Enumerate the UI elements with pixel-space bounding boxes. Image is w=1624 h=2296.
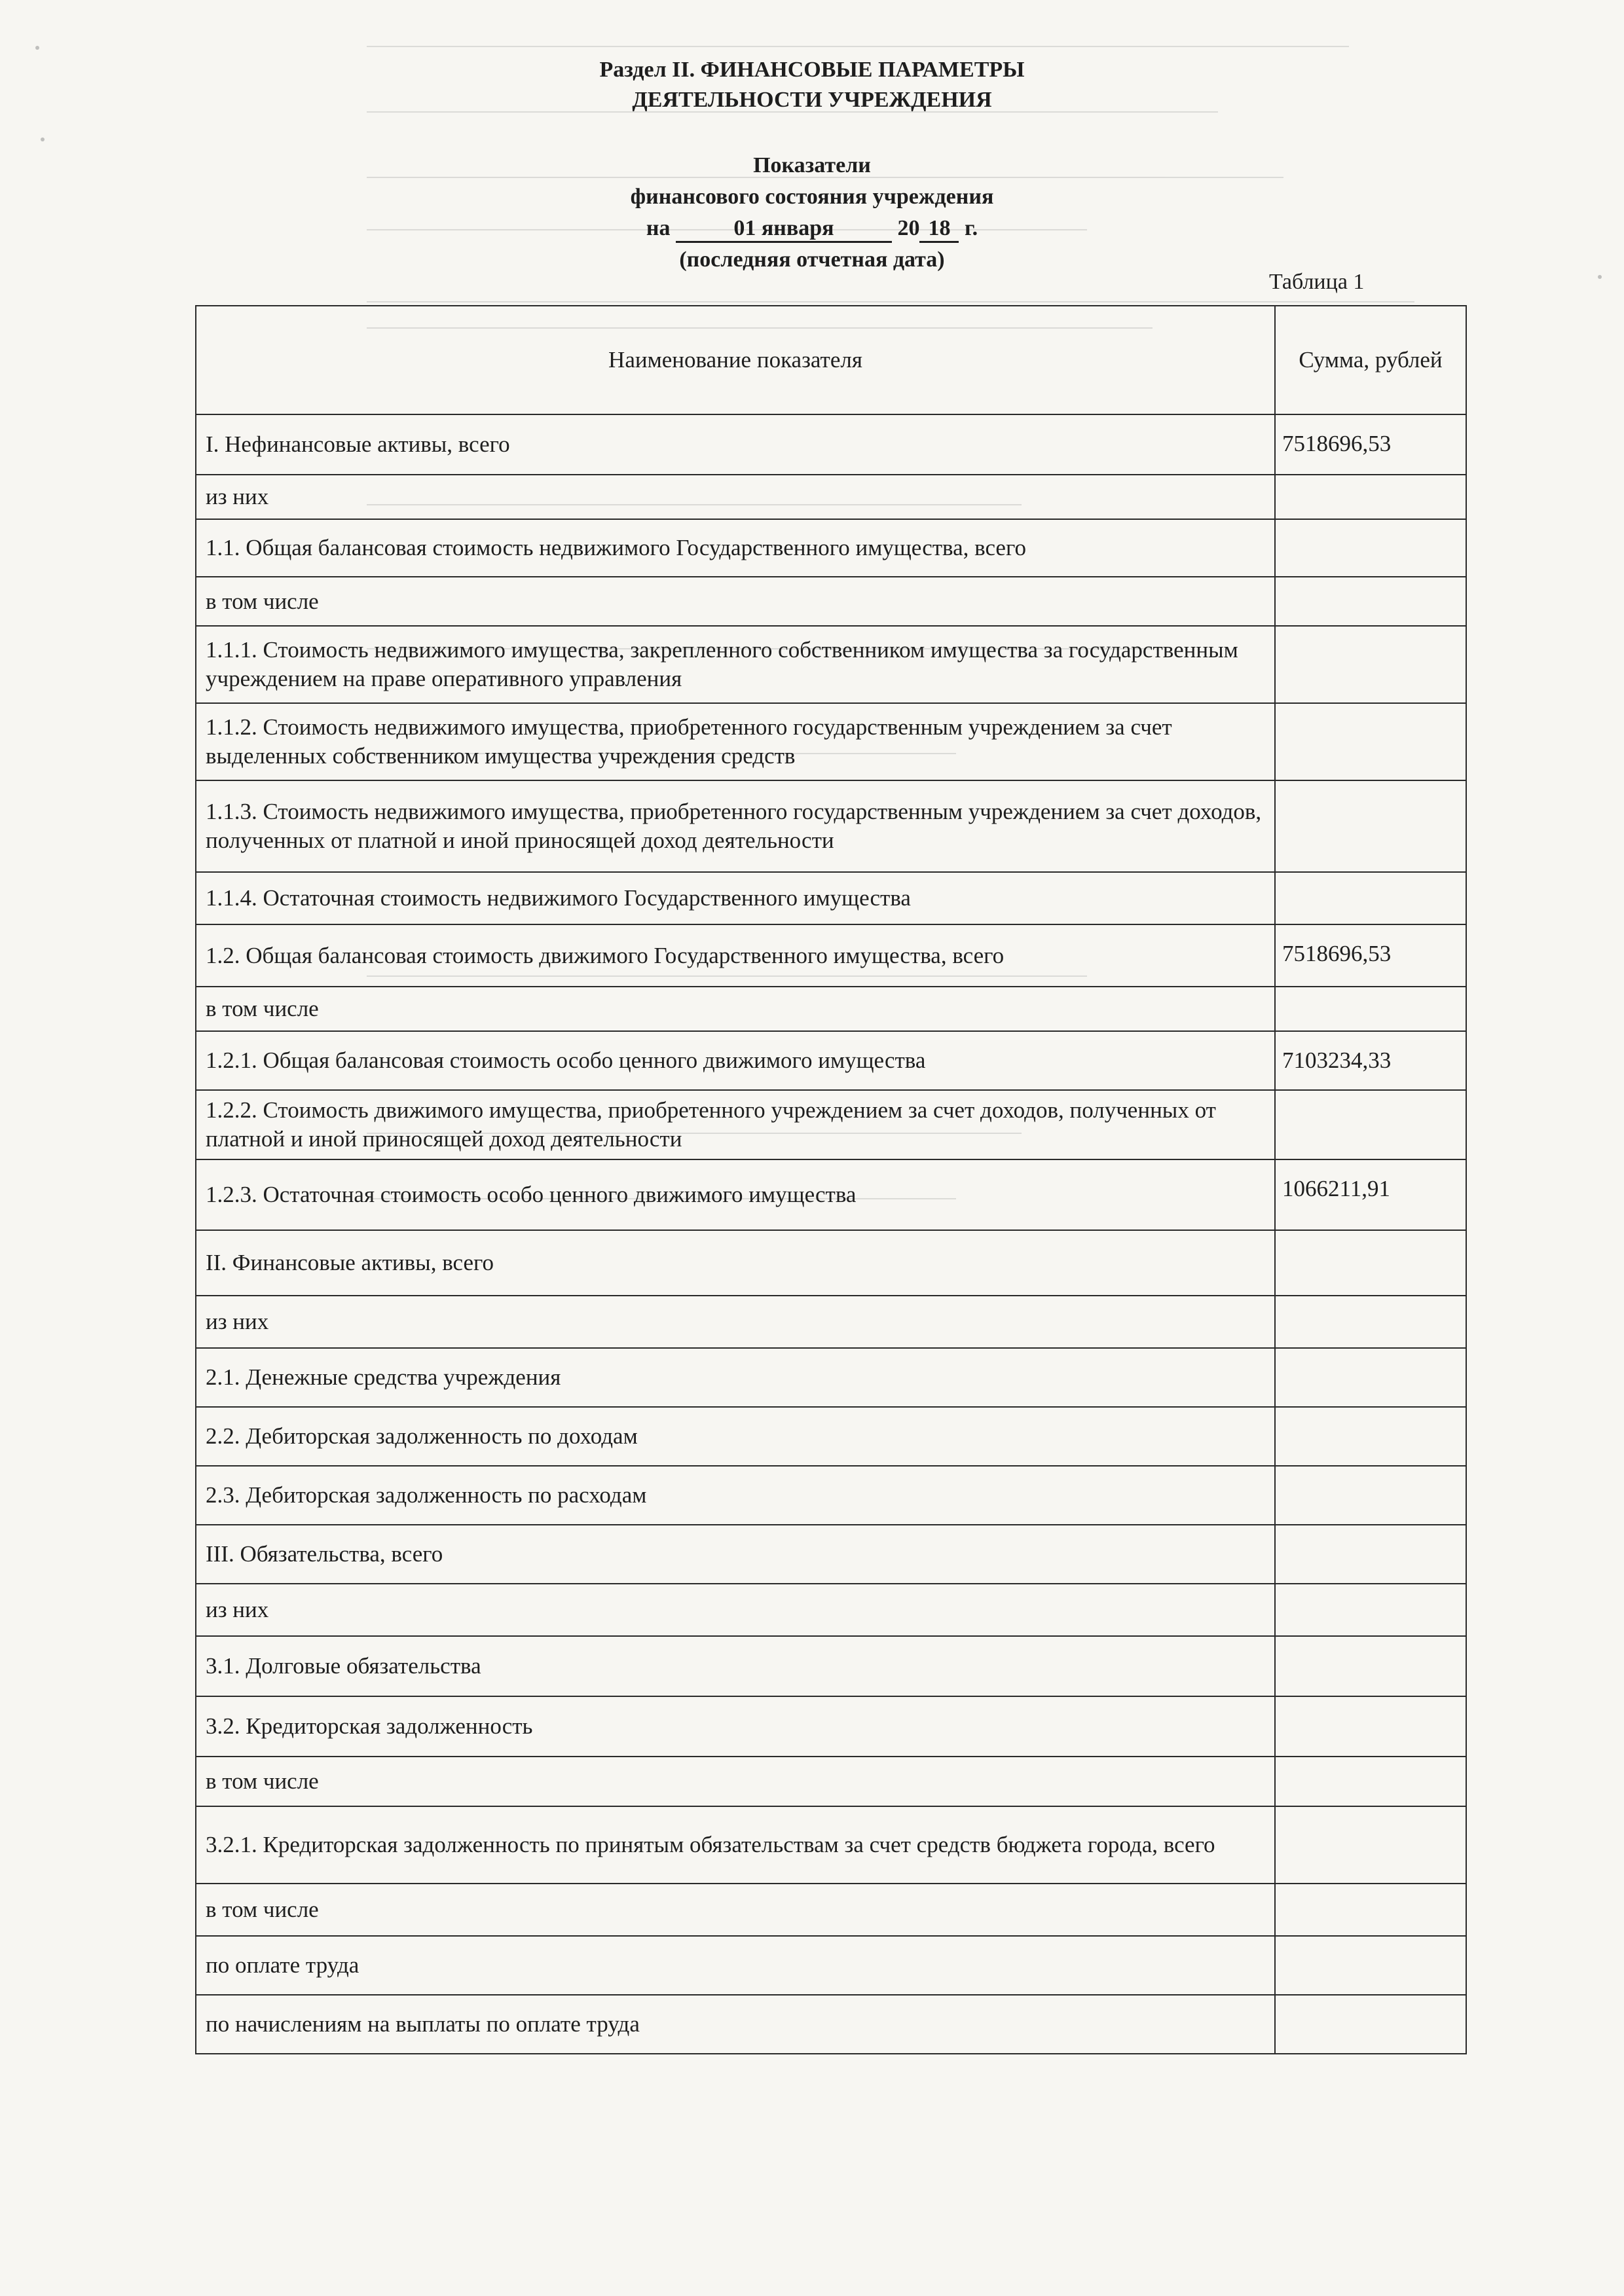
indicator-name-cell: в том числе [196, 1757, 1275, 1806]
indicator-sum-cell [1275, 1995, 1466, 2054]
table-row [196, 1230, 1466, 1296]
indicator-sum-cell [1275, 1296, 1466, 1348]
table-row [196, 1296, 1466, 1348]
section-title-line-2: ДЕЯТЕЛЬНОСТИ УЧРЕЖДЕНИЯ [632, 88, 992, 112]
indicator-sum-cell [1275, 577, 1466, 626]
indicator-name-cell: 1.1.3. Стоимость недвижимого имущества, приобретенного государственным учреждением за счет доходов, полученных от платной и иной приносящей доход деятельности [196, 780, 1275, 872]
indicator-sum-cell [1275, 1636, 1466, 1696]
indicator-name-cell: 1.2.2. Стоимость движимого имущества, приобретенного учреждением за счет доходов, полученных от платной и иной приносящей доход деятельности [196, 1090, 1275, 1159]
indicator-name-cell: 1.2.1. Общая балансовая стоимость особо ценного движимого имущества [196, 1031, 1275, 1090]
indicator-sum-cell [1275, 780, 1466, 872]
indicator-sum-cell [1275, 1090, 1466, 1159]
indicator-name-cell: 3.2. Кредиторская задолженность [196, 1696, 1275, 1757]
date-field: 01 января [676, 216, 892, 243]
indicator-sum-cell [1275, 1806, 1466, 1884]
indicator-name-cell: 1.1. Общая балансовая стоимость недвижимого Государственного имущества, всего [196, 519, 1275, 577]
table-row [196, 987, 1466, 1031]
table-row [196, 780, 1466, 872]
indicator-sum-cell [1275, 872, 1466, 924]
table-row [196, 414, 1466, 475]
indicator-name-cell: по оплате труда [196, 1936, 1275, 1995]
subtitle-line-1: Показатели [753, 153, 871, 177]
scan-speck [41, 137, 45, 141]
indicator-name-cell: из них [196, 475, 1275, 519]
indicator-name-cell: 2.3. Дебиторская задолженность по расходам [196, 1466, 1275, 1525]
indicator-name-cell: в том числе [196, 1884, 1275, 1936]
table-body [196, 414, 1466, 2054]
indicator-sum-cell [1275, 1348, 1466, 1407]
indicator-name-cell: 1.1.2. Стоимость недвижимого имущества, приобретенного государственным учреждением за счет выделенных собственником имущества учреждения средств [196, 703, 1275, 780]
year-field: 18 [919, 216, 959, 243]
scan-speck [1598, 275, 1602, 279]
year-prefix: 20 [897, 216, 920, 240]
indicator-name-cell: 2.1. Денежные средства учреждения [196, 1348, 1275, 1407]
indicator-sum-cell [1275, 987, 1466, 1031]
indicator-sum-cell: 7103234,33 [1275, 1031, 1466, 1090]
indicator-name-cell: 1.2. Общая балансовая стоимость движимого Государственного имущества, всего [196, 924, 1275, 987]
indicator-sum-cell [1275, 519, 1466, 577]
indicator-name-cell: 2.2. Дебиторская задолженность по доходам [196, 1407, 1275, 1466]
table-row [196, 519, 1466, 577]
table-row [196, 703, 1466, 780]
table-row [196, 475, 1466, 519]
indicator-name-cell: из них [196, 1296, 1275, 1348]
table-row [196, 1757, 1466, 1806]
indicator-name-cell: II. Финансовые активы, всего [196, 1230, 1275, 1296]
table-row [196, 1525, 1466, 1584]
table-row [196, 1636, 1466, 1696]
table-row [196, 577, 1466, 626]
indicator-name-cell: I. Нефинансовые активы, всего [196, 414, 1275, 475]
indicator-sum-cell: 7518696,53 [1275, 924, 1466, 987]
indicator-sum-cell [1275, 703, 1466, 780]
indicator-sum-cell [1275, 626, 1466, 703]
table-row [196, 1806, 1466, 1884]
table-row [196, 1466, 1466, 1525]
indicator-name-cell: из них [196, 1584, 1275, 1636]
date-note: (последняя отчетная дата) [679, 247, 945, 272]
indicator-name-cell: в том числе [196, 987, 1275, 1031]
indicator-sum-cell: 1066211,91 [1275, 1159, 1466, 1230]
indicator-name-cell: III. Обязательства, всего [196, 1525, 1275, 1584]
financial-indicators-table [195, 305, 1467, 2054]
scan-speck [35, 46, 39, 50]
indicator-sum-cell [1275, 1230, 1466, 1296]
subtitle-line-2: финансового состояния учреждения [630, 185, 994, 209]
table-row [196, 1584, 1466, 1636]
indicator-sum-cell [1275, 1466, 1466, 1525]
indicator-sum-cell [1275, 1584, 1466, 1636]
indicator-sum-cell [1275, 1407, 1466, 1466]
table-row [196, 1407, 1466, 1466]
table-row [196, 924, 1466, 987]
indicator-sum-cell [1275, 1884, 1466, 1936]
indicator-name-cell: 3.1. Долговые обязательства [196, 1636, 1275, 1696]
table-row [196, 1696, 1466, 1757]
table-row [196, 1348, 1466, 1407]
indicator-name-cell: в том числе [196, 577, 1275, 626]
column-header-sum: Сумма, рублей [1275, 306, 1466, 414]
section-title-line-1: Раздел II. ФИНАНСОВЫЕ ПАРАМЕТРЫ [599, 58, 1025, 82]
indicator-sum-cell [1275, 1757, 1466, 1806]
table-row [196, 1159, 1466, 1230]
indicator-name-cell: 1.2.3. Остаточная стоимость особо ценного движимого имущества [196, 1159, 1275, 1230]
table-row [196, 1090, 1466, 1159]
report-date-line [0, 216, 1624, 243]
table-row [196, 626, 1466, 703]
column-header-name: Наименование показателя [196, 306, 1275, 414]
indicator-name-cell: 3.2.1. Кредиторская задолженность по принятым обязательствам за счет средств бюджета города, всего [196, 1806, 1275, 1884]
table-row [196, 872, 1466, 924]
indicator-name-cell: по начислениям на выплаты по оплате труда [196, 1995, 1275, 2054]
table-caption: Таблица 1 [1269, 270, 1365, 294]
indicator-sum-cell [1275, 1936, 1466, 1995]
date-prefix: на [646, 216, 671, 240]
table-row [196, 1995, 1466, 2054]
indicator-name-cell: 1.1.1. Стоимость недвижимого имущества, закрепленного собственником имущества за государственным учреждением на праве оперативного управления [196, 626, 1275, 703]
year-suffix: г. [964, 216, 978, 240]
table-header-row [196, 306, 1466, 414]
table-row [196, 1031, 1466, 1090]
indicator-name-cell: 1.1.4. Остаточная стоимость недвижимого Государственного имущества [196, 872, 1275, 924]
indicator-sum-cell [1275, 1525, 1466, 1584]
indicator-sum-cell [1275, 1696, 1466, 1757]
table-row [196, 1936, 1466, 1995]
indicator-sum-cell [1275, 475, 1466, 519]
indicator-sum-cell: 7518696,53 [1275, 414, 1466, 475]
table-row [196, 1884, 1466, 1936]
